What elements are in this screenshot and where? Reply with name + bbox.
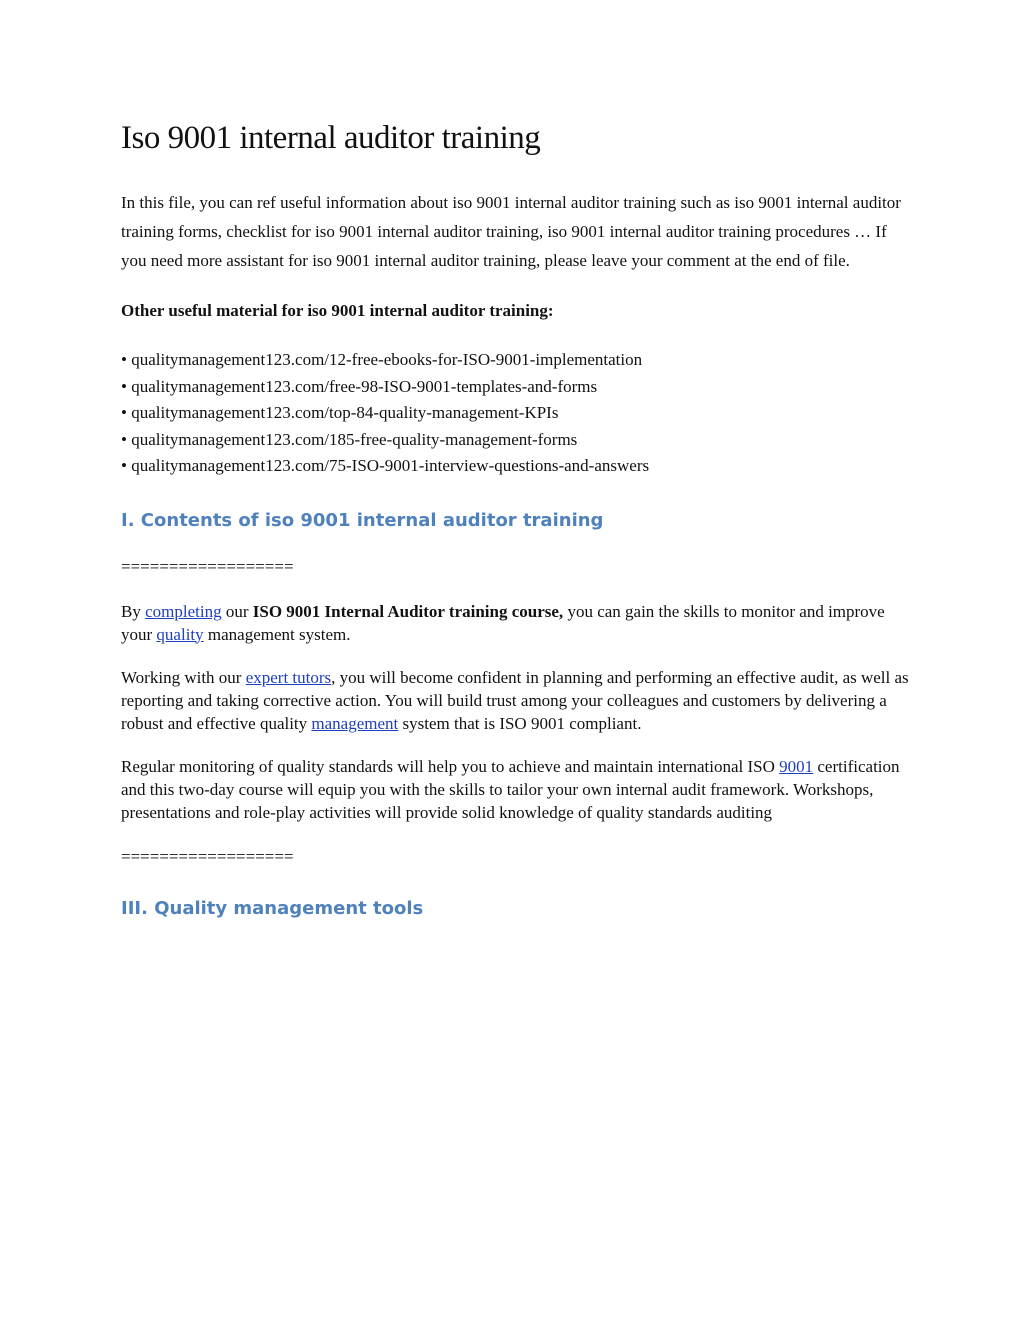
- text-run: By: [121, 601, 146, 621]
- divider-line: ==================: [121, 846, 294, 866]
- course-name-bold: ISO 9001 Internal Auditor training course,: [252, 601, 564, 621]
- intro-paragraph: In this file, you can ref useful information about iso 9001 internal auditor training such as iso 9001 internal auditor training forms, checklist for iso 9001 internal auditor training, iso 9001 internal auditor training procedures … If you need more assistant for iso 9001 internal auditor training, please leave your comment at the end of file.: [121, 193, 901, 270]
- paragraph-tutors: [121, 666, 911, 735]
- document-page: [121, 118, 911, 924]
- text-run: , you will become confident in planning and performing an effective audit, as well as reporting and taking corrective action. You will build trust among your colleagues and customers by delivering a robust and effective quality: [121, 667, 909, 733]
- text-run: Working with our: [121, 667, 246, 687]
- text-run: management system.: [203, 624, 351, 644]
- other-material-heading: Other useful material for iso 9001 internal auditor training:: [121, 301, 554, 320]
- paragraph-course-intro: [121, 600, 911, 646]
- expert-tutors-link[interactable]: expert tutors: [245, 667, 332, 687]
- list-item: • qualitymanagement123.com/free-98-ISO-9001-templates-and-forms: [121, 376, 598, 396]
- quality-link[interactable]: quality: [156, 624, 204, 644]
- iso-9001-link[interactable]: 9001: [779, 756, 814, 776]
- text-run: Regular monitoring of quality standards will help you to achieve and maintain international ISO: [121, 756, 780, 776]
- text-run: our: [221, 601, 253, 621]
- list-item: • qualitymanagement123.com/top-84-quality-management-KPIs: [121, 403, 559, 422]
- divider-line: ==================: [121, 556, 294, 576]
- text-run: you can gain the skills to monitor and improve your: [121, 601, 885, 644]
- management-link[interactable]: management: [311, 713, 399, 733]
- text-run: system that is ISO 9001 compliant.: [398, 713, 642, 733]
- page-title: Iso 9001 internal auditor training: [121, 120, 541, 156]
- completing-link[interactable]: completing: [145, 601, 222, 621]
- section-heading-contents: I. Contents of iso 9001 internal auditor training: [121, 509, 604, 531]
- list-item: • qualitymanagement123.com/185-free-quality-management-forms: [121, 429, 578, 449]
- section-heading-tools: III. Quality management tools: [121, 897, 424, 919]
- paragraph-monitoring: [121, 755, 911, 824]
- list-item: • qualitymanagement123.com/75-ISO-9001-interview-questions-and-answers: [121, 456, 650, 475]
- list-item: • qualitymanagement123.com/12-free-ebooks-for-ISO-9001-implementation: [121, 350, 643, 369]
- text-run: certification and this two-day course will equip you with the skills to tailor your own internal audit framework. Workshops, presentations and role-play activities will provide solid knowledge of quality standards auditing: [121, 756, 900, 822]
- resource-link-list: [121, 347, 911, 480]
